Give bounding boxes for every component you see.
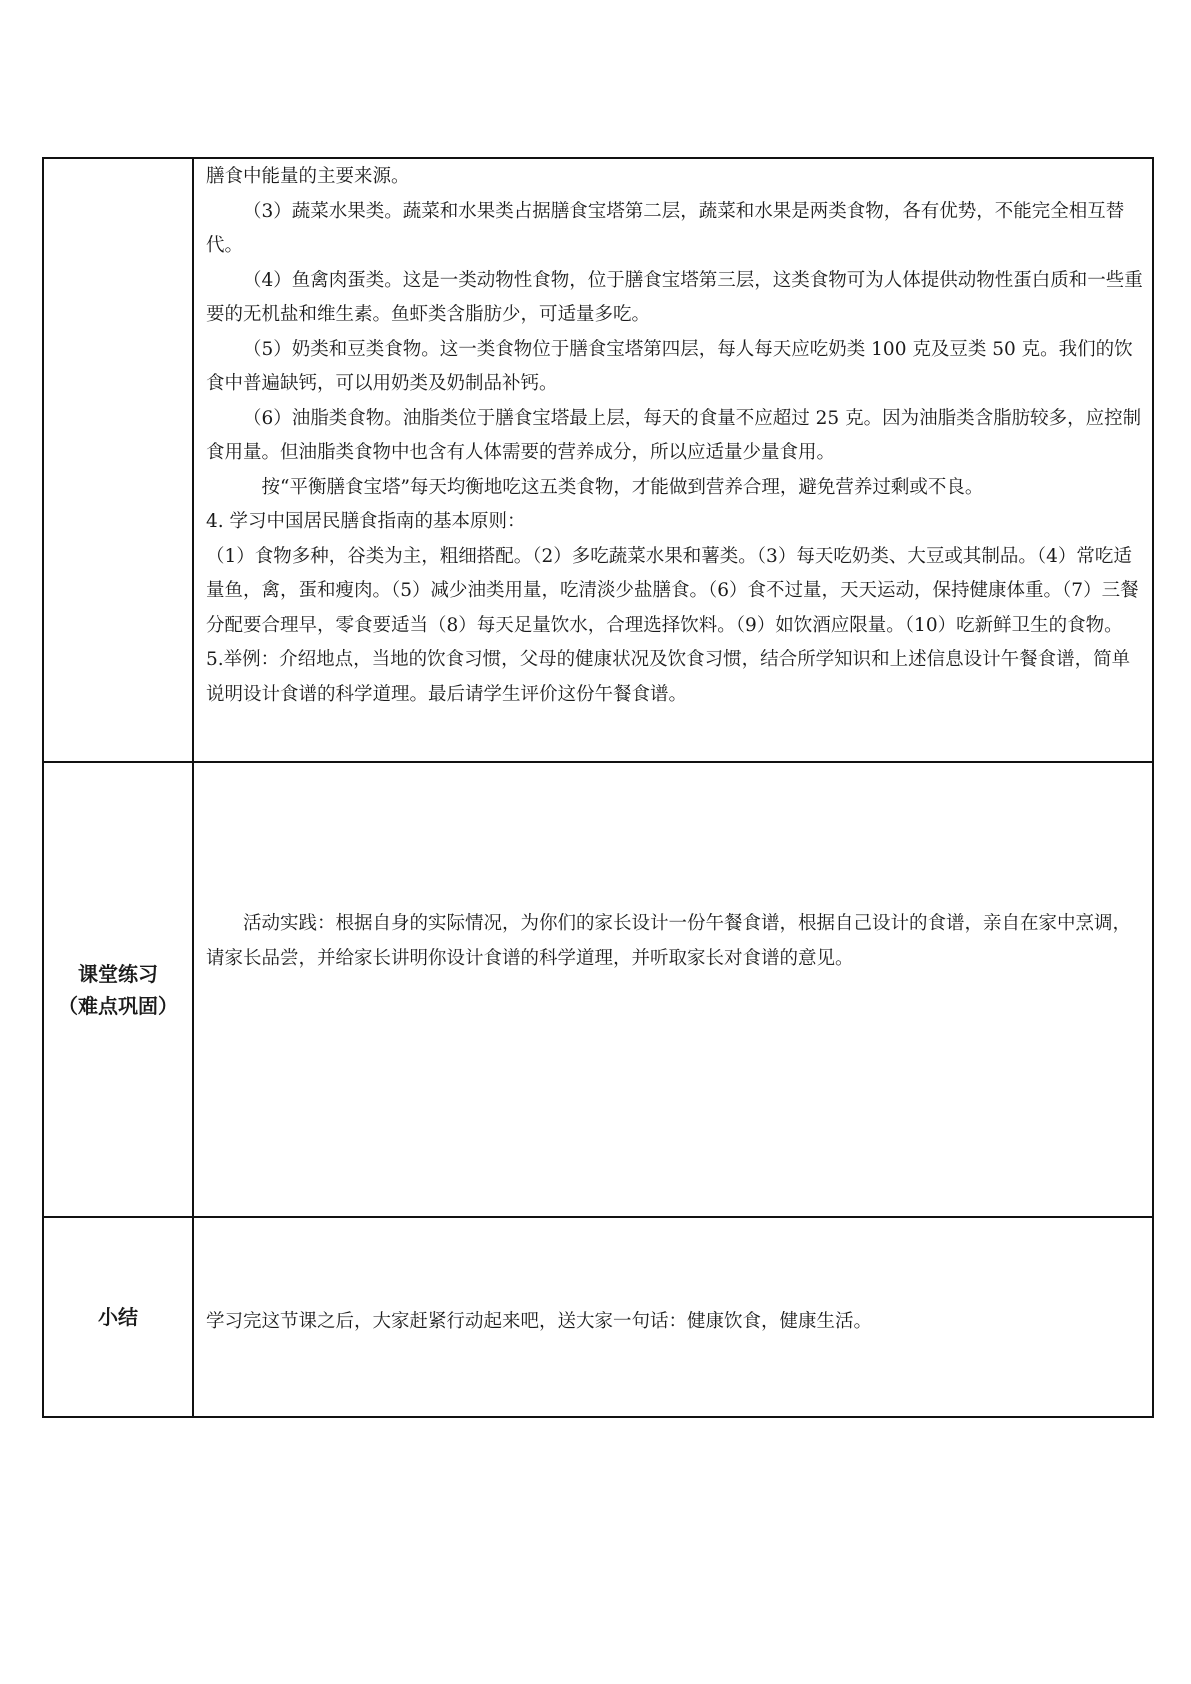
paragraph-fish-meat-eggs: （4）鱼禽肉蛋类。这是一类动物性食物，位于膳食宝塔第三层，这类食物可为人体提供动物性蛋白质和一些重要的无机盐和维生素。鱼虾类含脂肪少，可适量多吃。: [206, 269, 1143, 325]
exercise-label-subtitle: （难点巩固）: [58, 993, 178, 1018]
summary-content: [193, 1217, 1153, 1417]
table-row: [43, 1217, 1153, 1417]
paragraph-vegetables-fruits: （3）蔬菜水果类。蔬菜和水果类占据膳食宝塔第二层，蔬菜和水果是两类食物，各有优势，不能完全相互替代。: [206, 200, 1125, 256]
paragraph-oils-fats: （6）油脂类食物。油脂类位于膳食宝塔最上层，每天的食量不应超过 25 克。因为油脂类含脂肪较多，应控制食用量。但油脂类食物中也含有人体需要的营养成分，所以应适量少量食用。: [206, 407, 1142, 463]
section-heading-guidelines: 4. 学习中国居民膳食指南的基本原则：: [206, 511, 526, 532]
lesson-plan-table: [42, 157, 1154, 1418]
exercise-label: [43, 762, 193, 1217]
summary-label: 小结: [43, 1217, 193, 1417]
exercise-text: 活动实践：根据自身的实际情况，为你们的家长设计一份午餐食谱，根据自己设计的食谱，亲自在家中烹调，请家长品尝，并给家长讲明你设计食谱的科学道理，并听取家长对食谱的意见。: [206, 913, 1132, 969]
summary-text: 学习完这节课之后，大家赶紧行动起来吧，送大家一句话：健康饮食，健康生活。: [206, 1311, 873, 1332]
row-label-empty: [43, 158, 193, 762]
exercise-content: [193, 762, 1153, 1217]
paragraph-example: 5.举例：介绍地点，当地的饮食习惯，父母的健康状况及饮食习惯，结合所学知识和上述信息设计午餐食谱，简单说明设计食谱的科学道理。最后请学生评价这份午餐食谱。: [206, 649, 1131, 705]
paragraph-milk-beans: （5）奶类和豆类食物。这一类食物位于膳食宝塔第四层，每人每天应吃奶类 100 克及豆类 50 克。我们的饮食中普遍缺钙，可以用奶类及奶制品补钙。: [206, 338, 1133, 394]
content-cell: [193, 158, 1153, 762]
paragraph-text: 膳食中能量的主要来源。: [206, 166, 410, 187]
paragraph-guidelines-list: （1）食物多种，谷类为主，粗细搭配。（2）多吃蔬菜水果和薯类。（3）每天吃奶类、大豆或其制品。（4）常吃适量鱼，禽，蛋和瘦肉。（5）减少油类用量，吃清淡少盐膳食。（6）食不过量，天天运动，保持健康体重。（7）三餐分配要合理早，零食要适当（8）每天足量饮水，合理选择饮料。（9）如饮酒应限量。（10）吃新鲜卫生的食物。: [206, 545, 1139, 636]
paragraph-balanced-diet: 按“平衡膳食宝塔”每天均衡地吃这五类食物，才能做到营养合理，避免营养过剩或不良。: [261, 476, 984, 498]
table-row: [43, 762, 1153, 1217]
table-row: [43, 158, 1153, 762]
exercise-label-title: 课堂练习: [78, 961, 158, 986]
